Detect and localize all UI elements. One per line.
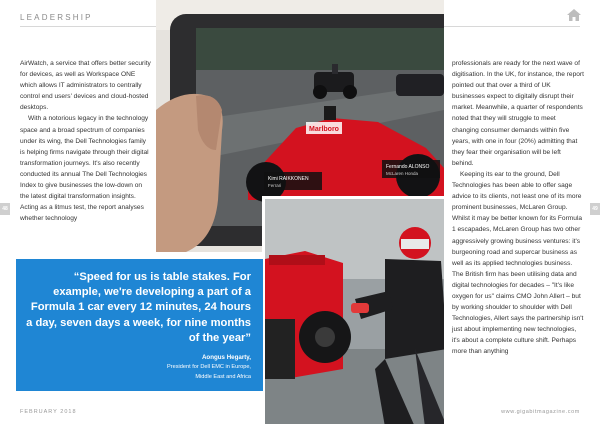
article-column-left [20,58,152,224]
article-paragraph: AirWatch, a service that offers better security for devices, as well as Workspace ONE which allows IT administrators to centrally control end users' devices and cloud-hosted desktops. [20,60,151,112]
article-paragraph: professionals are ready for the next wave of digitisation. In the UK, for instance, the report pointed out that over a third of UK businesses expect to digitally disrupt their market. Meanwhile, a quarter of respondents noted that they will struggle to meet changing consumer demands within five years, with one in four (20%) admitting that they fear their organisation will be left behind. [452,60,584,167]
page-number-left: 48 [0,203,10,215]
driver-caption-left: Kimi RAIKKONEN [268,176,309,182]
home-icon[interactable] [566,8,582,22]
section-label: LEADERSHIP [20,13,93,22]
team-caption-right: McLaren Honda [386,171,419,176]
page-number-right: 49 [590,203,600,215]
website-link[interactable]: www.gigabitmagazine.com [501,409,580,415]
issue-date: FEBRUARY 2018 [20,409,77,415]
quote-attribution-name: Aongus Hegarty, [201,354,251,362]
quote-attribution-region: Middle East and Africa [195,374,251,381]
pit-stop-photo [262,196,444,424]
pull-quote [16,259,263,391]
article-paragraph: Keeping its ear to the ground, Dell Technologies has been able to offer sage advice to its clients, not least one of its more prominent businesses, McLaren Group. Whilst it may be better known for its Formula 1 escapades, McLaren Group has two other aggressively growing business ventures: it's burgeoning road and supercar business as well as its applied technologies business. The British firm has been utilising data and digital technologies for decades – "It's like oxygen for us" claims CMO John Allert – but by working shoulder to shoulder with Dell Technologies, Allert says the partnership isn't just about implementing new technologies, it's about a complete culture shift. Perhaps more than anything [452,170,584,356]
team-caption-left: Ferrari [268,183,282,188]
article-paragraph: With a notorious legacy in the technology space and a broad spectrum of companies under its wing, the Dell Technologies family is helping firms navigate through their digital transformation journeys. It's also recently conducted its annual The Dell Technologies Index to give businesses the low-down on the latest digital transformation insights. Acting as a litmus test, the report analyses whether technology [20,115,149,223]
driver-caption-right: Fernando ALONSO [386,164,430,170]
quote-attribution-role: President for Dell EMC in Europe, [167,364,251,371]
pull-quote-text: “Speed for us is table stakes. For example, we're developing a part of a Formula 1 car every 12 minutes, 24 hours a day, seven days a week, for nine months of the year” [26,271,251,344]
article-column-right [452,58,584,358]
car-livery-text: Marlboro [309,126,339,133]
